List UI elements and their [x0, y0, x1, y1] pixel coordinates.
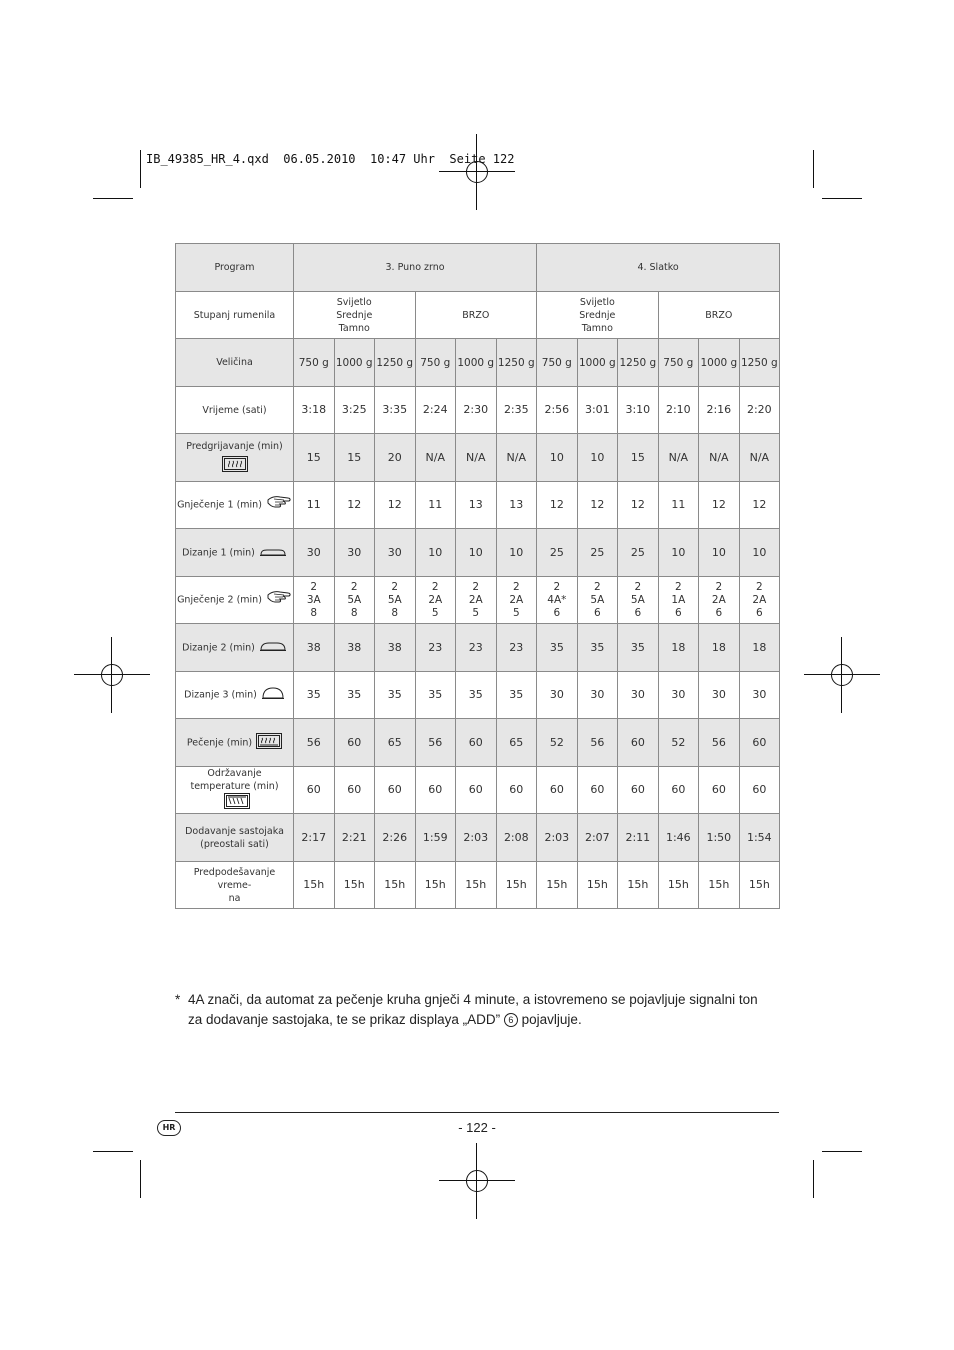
- row-label: Održavanje temperature (min): [176, 767, 294, 814]
- heating-icon: [222, 456, 248, 476]
- value-cell: 12: [739, 482, 780, 529]
- value-cell: 10: [699, 529, 740, 577]
- size-cell: 1250 g: [618, 339, 659, 387]
- circled-number: 6: [504, 1013, 518, 1027]
- size-cell: 1250 g: [375, 339, 416, 387]
- row-label: Gnječenje 2 (min): [176, 577, 294, 624]
- value-cell: 25: [537, 529, 578, 577]
- footnote: [175, 990, 775, 1030]
- value-cell: 60: [456, 767, 497, 814]
- value-cell: 2:03: [456, 814, 497, 862]
- value-cell: 60: [496, 767, 537, 814]
- value-cell: 13: [496, 482, 537, 529]
- size-cell: 1000 g: [577, 339, 618, 387]
- value-cell: 60: [618, 767, 659, 814]
- value-cell: 2:20: [739, 387, 780, 434]
- value-cell: 2:21: [334, 814, 375, 862]
- row-label: Dizanje 3 (min): [176, 672, 294, 719]
- value-cell: 3:18: [294, 387, 335, 434]
- size-cell: 750 g: [294, 339, 335, 387]
- value-cell: 23: [415, 624, 456, 672]
- brzo-label: BRZO: [415, 292, 537, 339]
- row-label: Dizanje 2 (min): [176, 624, 294, 672]
- value-cell: 60: [658, 767, 699, 814]
- value-cell: N/A: [739, 434, 780, 482]
- dough-rise-3-icon: [261, 686, 285, 704]
- value-cell: 3:35: [375, 387, 416, 434]
- value-cell: N/A: [415, 434, 456, 482]
- value-cell: 2:07: [577, 814, 618, 862]
- size-cell: 750 g: [537, 339, 578, 387]
- crop-mark: [93, 1151, 133, 1152]
- value-cell: 10: [537, 434, 578, 482]
- value-cell: 2:30: [456, 387, 497, 434]
- value-cell: 30: [294, 529, 335, 577]
- value-cell: 65: [496, 719, 537, 767]
- value-cell: 3:10: [618, 387, 659, 434]
- crop-mark: [822, 1151, 862, 1152]
- table-row: [176, 719, 780, 767]
- value-cell: 2 2A 6: [699, 577, 740, 624]
- size-cell: 750 g: [658, 339, 699, 387]
- value-cell: 60: [577, 767, 618, 814]
- crop-mark: [140, 1160, 141, 1198]
- value-cell: 2 4A* 6: [537, 577, 578, 624]
- size-cell: 1000 g: [334, 339, 375, 387]
- value-cell: 23: [456, 624, 497, 672]
- value-cell: 52: [537, 719, 578, 767]
- table-row: [176, 767, 780, 814]
- keep-warm-icon: [224, 793, 250, 813]
- value-cell: 15h: [415, 862, 456, 909]
- value-cell: 60: [739, 719, 780, 767]
- value-cell: 38: [294, 624, 335, 672]
- value-cell: 2 5A 6: [577, 577, 618, 624]
- value-cell: 2 2A 6: [739, 577, 780, 624]
- value-cell: 56: [577, 719, 618, 767]
- kneading-hand-icon: [266, 494, 292, 516]
- value-cell: 2:35: [496, 387, 537, 434]
- value-cell: N/A: [699, 434, 740, 482]
- value-cell: 35: [456, 672, 497, 719]
- value-cell: 11: [294, 482, 335, 529]
- value-cell: 20: [375, 434, 416, 482]
- value-cell: 35: [577, 624, 618, 672]
- value-cell: 12: [577, 482, 618, 529]
- value-cell: 10: [739, 529, 780, 577]
- value-cell: 15h: [456, 862, 497, 909]
- value-cell: 2:16: [699, 387, 740, 434]
- value-cell: 60: [618, 719, 659, 767]
- value-cell: 18: [658, 624, 699, 672]
- value-cell: 12: [618, 482, 659, 529]
- size-cell: 750 g: [415, 339, 456, 387]
- value-cell: 30: [618, 672, 659, 719]
- value-cell: 15h: [618, 862, 659, 909]
- table-row: [176, 434, 780, 482]
- value-cell: 12: [699, 482, 740, 529]
- value-cell: 3:25: [334, 387, 375, 434]
- value-cell: 60: [415, 767, 456, 814]
- value-cell: 15h: [537, 862, 578, 909]
- value-cell: 2:17: [294, 814, 335, 862]
- value-cell: 15h: [496, 862, 537, 909]
- size-row: [176, 339, 780, 387]
- value-cell: 2 5A 8: [375, 577, 416, 624]
- value-cell: 60: [739, 767, 780, 814]
- row-label: Predgrijavanje (min): [176, 434, 294, 482]
- browning-row: [176, 292, 780, 339]
- value-cell: 25: [577, 529, 618, 577]
- value-cell: 30: [577, 672, 618, 719]
- value-cell: 2 2A 5: [456, 577, 497, 624]
- crop-mark: [813, 1160, 814, 1198]
- registration-mark-bottom: [439, 1143, 515, 1219]
- value-cell: 60: [334, 767, 375, 814]
- kneading-hand-icon: [266, 589, 292, 611]
- value-cell: 15: [294, 434, 335, 482]
- value-cell: 30: [699, 672, 740, 719]
- crop-mark: [822, 198, 862, 199]
- size-cell: 1250 g: [739, 339, 780, 387]
- value-cell: 2 2A 5: [496, 577, 537, 624]
- browning-label: Stupanj rumenila: [176, 292, 294, 339]
- crop-mark: [93, 198, 133, 199]
- value-cell: 15: [334, 434, 375, 482]
- value-cell: 11: [658, 482, 699, 529]
- table-row: [176, 577, 780, 624]
- registration-mark-left: [74, 637, 150, 713]
- value-cell: 10: [456, 529, 497, 577]
- value-cell: 2 3A 8: [294, 577, 335, 624]
- table-row: [176, 482, 780, 529]
- value-cell: 15: [618, 434, 659, 482]
- size-cell: 1250 g: [496, 339, 537, 387]
- registration-mark-top: [439, 134, 515, 210]
- value-cell: 1:50: [699, 814, 740, 862]
- size-cell: 1000 g: [699, 339, 740, 387]
- value-cell: 10: [658, 529, 699, 577]
- value-cell: 35: [294, 672, 335, 719]
- value-cell: 2 5A 6: [618, 577, 659, 624]
- value-cell: 12: [375, 482, 416, 529]
- row-label: Predpodešavanje vreme- na: [176, 862, 294, 909]
- value-cell: N/A: [456, 434, 497, 482]
- row-label: Pečenje (min): [176, 719, 294, 767]
- value-cell: 15h: [699, 862, 740, 909]
- program-4-header: 4. Slatko: [537, 244, 780, 292]
- value-cell: 2:10: [658, 387, 699, 434]
- table-row: [176, 814, 780, 862]
- table-row: [176, 387, 780, 434]
- value-cell: 2:08: [496, 814, 537, 862]
- value-cell: 65: [375, 719, 416, 767]
- value-cell: 56: [415, 719, 456, 767]
- value-cell: 2:26: [375, 814, 416, 862]
- value-cell: 2:03: [537, 814, 578, 862]
- value-cell: 10: [577, 434, 618, 482]
- value-cell: 56: [294, 719, 335, 767]
- browning-options: Svijetlo Srednje Tamno: [537, 292, 659, 339]
- value-cell: 25: [618, 529, 659, 577]
- footnote-star: *: [175, 992, 181, 1007]
- value-cell: 30: [537, 672, 578, 719]
- value-cell: 35: [618, 624, 659, 672]
- footer-rule: [175, 1112, 779, 1113]
- value-cell: 60: [456, 719, 497, 767]
- value-cell: 35: [375, 672, 416, 719]
- size-label: Veličina: [176, 339, 294, 387]
- value-cell: 60: [334, 719, 375, 767]
- value-cell: 2:11: [618, 814, 659, 862]
- slug-line: IB_49385_HR_4.qxd 06.05.2010 10:47 Uhr Seite 122: [146, 152, 515, 166]
- value-cell: 15h: [577, 862, 618, 909]
- value-cell: 15h: [739, 862, 780, 909]
- value-cell: 15h: [658, 862, 699, 909]
- value-cell: 12: [334, 482, 375, 529]
- table-row: [176, 862, 780, 909]
- value-cell: 10: [496, 529, 537, 577]
- value-cell: 38: [334, 624, 375, 672]
- baking-icon: [256, 733, 282, 753]
- value-cell: 1:46: [658, 814, 699, 862]
- value-cell: 30: [739, 672, 780, 719]
- program-label: Program: [176, 244, 294, 292]
- value-cell: 2:56: [537, 387, 578, 434]
- value-cell: 18: [739, 624, 780, 672]
- crop-mark: [140, 150, 141, 188]
- value-cell: 35: [415, 672, 456, 719]
- browning-options: Svijetlo Srednje Tamno: [294, 292, 416, 339]
- value-cell: 2 1A 6: [658, 577, 699, 624]
- value-cell: 56: [699, 719, 740, 767]
- page-number: - 122 -: [458, 1120, 496, 1135]
- program-table: [175, 243, 780, 909]
- value-cell: 15h: [375, 862, 416, 909]
- row-label: Dizanje 1 (min): [176, 529, 294, 577]
- value-cell: 10: [415, 529, 456, 577]
- value-cell: 60: [537, 767, 578, 814]
- value-cell: 15h: [334, 862, 375, 909]
- row-label: Vrijeme (sati): [176, 387, 294, 434]
- value-cell: 13: [456, 482, 497, 529]
- value-cell: 35: [537, 624, 578, 672]
- brzo-label: BRZO: [658, 292, 780, 339]
- value-cell: 11: [415, 482, 456, 529]
- value-cell: 35: [496, 672, 537, 719]
- value-cell: N/A: [496, 434, 537, 482]
- value-cell: 30: [375, 529, 416, 577]
- value-cell: 30: [334, 529, 375, 577]
- row-label: Gnječenje 1 (min): [176, 482, 294, 529]
- value-cell: N/A: [658, 434, 699, 482]
- table-row: [176, 624, 780, 672]
- program-row: [176, 244, 780, 292]
- dough-rise-1-icon: [259, 545, 287, 561]
- value-cell: 2 5A 8: [334, 577, 375, 624]
- value-cell: 1:54: [739, 814, 780, 862]
- value-cell: 30: [658, 672, 699, 719]
- language-badge: HR: [157, 1120, 181, 1136]
- value-cell: 3:01: [577, 387, 618, 434]
- value-cell: 1:59: [415, 814, 456, 862]
- program-3-header: 3. Puno zrno: [294, 244, 537, 292]
- value-cell: 60: [294, 767, 335, 814]
- size-cell: 1000 g: [456, 339, 497, 387]
- dough-rise-2-icon: [259, 640, 287, 656]
- crop-mark: [813, 150, 814, 188]
- value-cell: 60: [375, 767, 416, 814]
- registration-mark-right: [804, 637, 880, 713]
- value-cell: 2 2A 5: [415, 577, 456, 624]
- value-cell: 15h: [294, 862, 335, 909]
- row-label: Dodavanje sastojaka (preostali sati): [176, 814, 294, 862]
- value-cell: 35: [334, 672, 375, 719]
- value-cell: 12: [537, 482, 578, 529]
- footnote-text: 4A znači, da automat za pečenje kruha gnječi 4 minute, a istovremeno se pojavljuje signalni ton za dodavanje sastojaka, te se prikaz displaya „ADD” 6 pojavljuje.: [188, 992, 758, 1027]
- value-cell: 18: [699, 624, 740, 672]
- table-row: [176, 672, 780, 719]
- value-cell: 38: [375, 624, 416, 672]
- value-cell: 2:24: [415, 387, 456, 434]
- table-row: [176, 529, 780, 577]
- value-cell: 60: [699, 767, 740, 814]
- value-cell: 52: [658, 719, 699, 767]
- value-cell: 23: [496, 624, 537, 672]
